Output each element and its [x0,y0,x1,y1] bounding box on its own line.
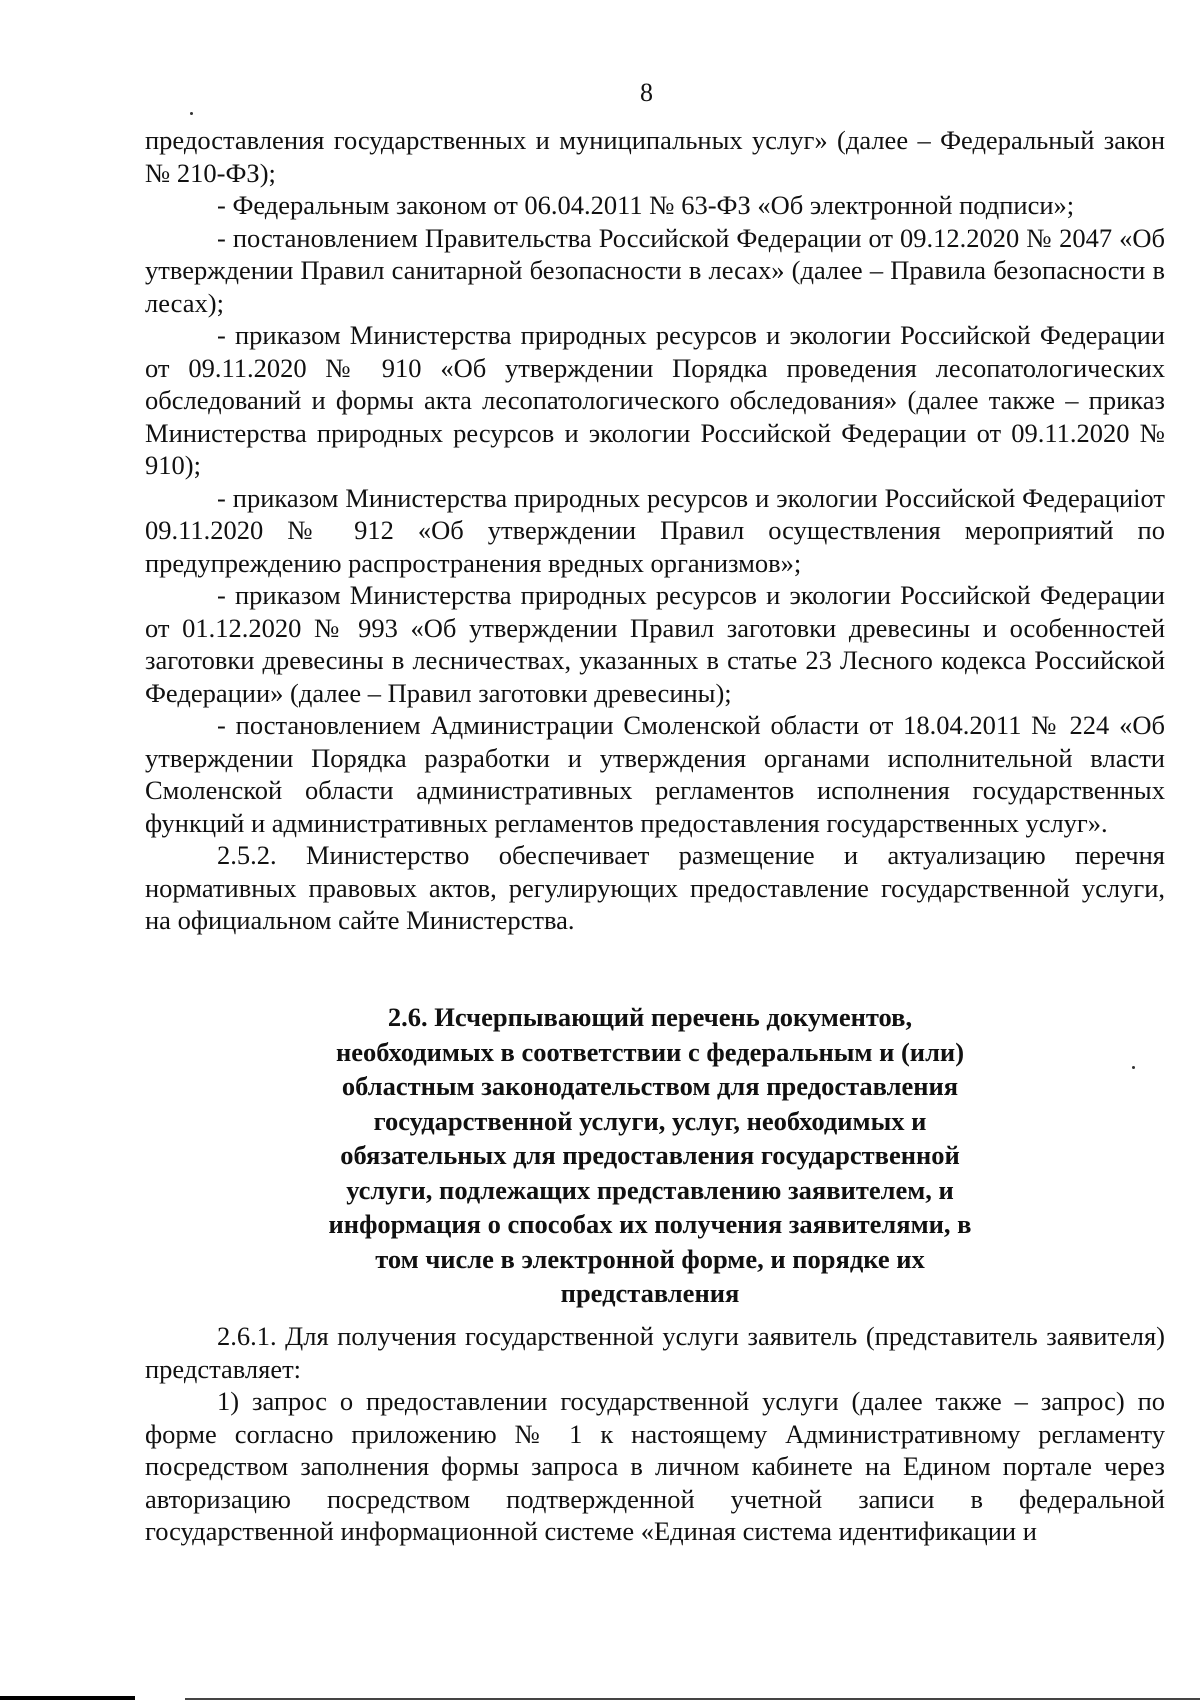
scan-border-left [0,1696,135,1700]
paragraph: - приказом Министерства природных ресурсов и экологии Российской Федерациiот 09.11.2020 № 912 «Об утверждении Правил осуществления мероприятий по предупреждению распространения вредных организмов»; [145,482,1165,578]
paragraph: - Федеральным законом от 06.04.2011 № 63-ФЗ «Об электронной подписи»; [217,190,1075,220]
section-heading-line: областным законодательством для предоставления [341,1071,959,1101]
section-heading-line: необходимых в соответствии с федеральным и (или) [335,1036,965,1067]
paragraph: - постановлением Правительства Российской Федерации от 09.12.2020 № 2047 «Об утверждении Правил санитарной безопасности в лесах» (далее – Правила безопасности в лесах); [145,222,1165,318]
section-heading [300,1000,1000,1311]
scan-speck [190,112,193,115]
section-heading-line: том числе в электронной форме, и порядке их [375,1243,925,1274]
section-heading-line: 2.6. Исчерпывающий перечень документов, [387,1002,913,1032]
document-body-bottom [145,1320,1165,1548]
section-heading-line: услуги, подлежащих представлению заявителем, и [346,1174,954,1205]
paragraph: - постановлением Администрации Смоленской области от 18.04.2011 № 224 «Об утверждении Порядка разработки и утверждения органами исполнительной власти Смоленской области административных регламентов исполнения государственных функций и административных регламентов предоставления государственных услуг». [145,710,1165,838]
section-heading-line: обязательных для предоставления государственной [340,1140,960,1170]
paragraph: 2.6.1. Для получения государственной услуги заявитель (представитель заявителя) представляет: [145,1321,1165,1384]
paragraph: - приказом Министерства природных ресурсов и экологии Российской Федерации от 01.12.2020 № 993 «Об утверждении Правил заготовки древесины и особенностей заготовки древесины в лесничествах, указанных в статье 23 Лесного кодекса Российской Федерации» (далее – Правил заготовки древесины); [145,580,1165,708]
paragraph: 2.5.2. Министерство обеспечивает размещение и актуализацию перечня нормативных правовых актов, регулирующих предоставление государственной услуги, на официальном сайте Министерства. [145,840,1165,935]
paragraph: предоставления государственных и муниципальных услуг» (далее – Федеральный закон № 210-ФЗ); [145,125,1165,188]
document-body-top [145,124,1165,937]
page-number: 8 [640,78,653,107]
section-heading-line: государственной услуги, услуг, необходимых и [373,1105,927,1136]
paragraph: - приказом Министерства природных ресурсов и экологии Российской Федерации от 09.11.2020 № 910 «Об утверждении Порядка проведения лесопатологических обследований и формы акта лесопатологического обследования» (далее также – приказ Министерства природных ресурсов и экологии Российской Федерации от 09.11.2020 № 910); [145,320,1165,480]
section-heading-line: представления [560,1278,740,1308]
scan-speck [1132,1066,1135,1069]
section-heading-line: информация о способах их получения заявителями, в [328,1209,972,1239]
paragraph: 1) запрос о предоставлении государственной услуги (далее также – запрос) по форме согласно приложению № 1 к настоящему Административному регламенту посредством заполнения формы запроса в личном кабинете на Едином портале через авторизацию посредством подтвержденной учетной записи в федеральной государственной информационной системе «Единая система идентификации и [145,1386,1165,1546]
